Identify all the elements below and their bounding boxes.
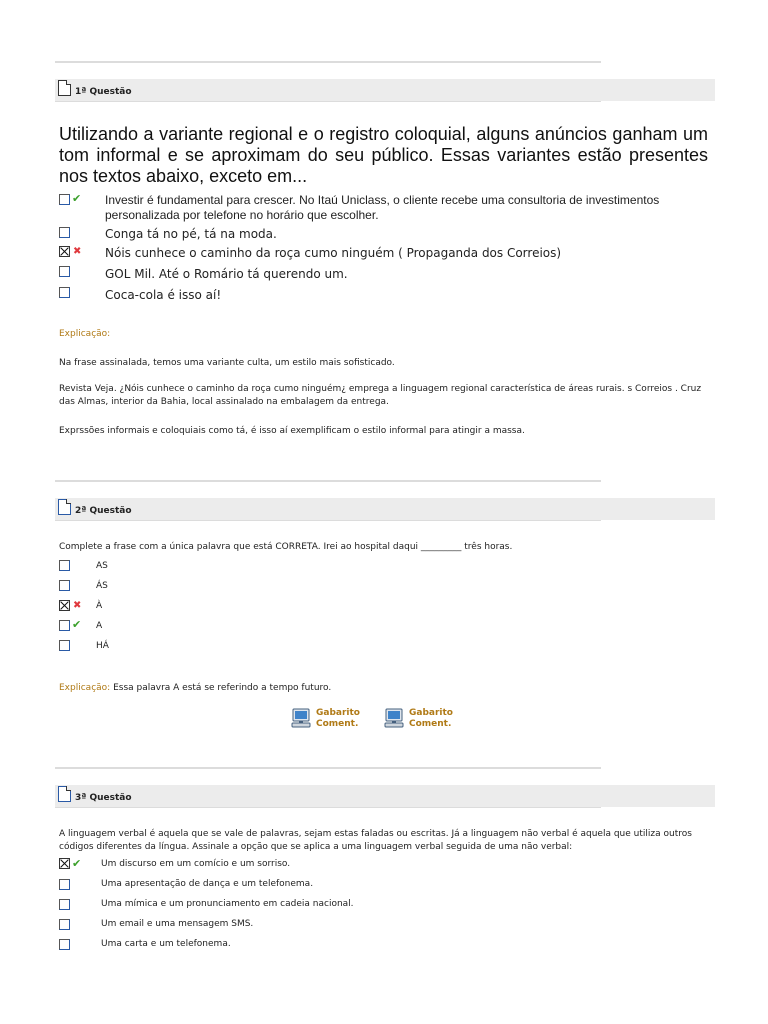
option-text: AS: [96, 561, 108, 571]
gabarito-label: Gabarito Coment.: [316, 708, 360, 729]
checkbox[interactable]: [59, 194, 70, 205]
divider: [55, 767, 601, 769]
checkbox[interactable]: [59, 287, 70, 298]
option-text: A: [96, 621, 103, 631]
question-1-title: 1ª Questão: [75, 87, 132, 97]
question-3-statement: A linguagem verbal é aquela que se vale de palavras, sejam estas faladas ou escritas. Já a linguagem não verbal é aquela que utiliza outros códigos diferentes da língua. Assinale a opção que se aplica a uma linguagem verbal seguida de uma não verbal:: [59, 829, 692, 852]
explanation-line: Exprssões informais e coloquiais como tá, é isso aí exemplificam o estilo informal para atingir a massa.: [59, 426, 525, 436]
divider: [55, 480, 601, 482]
option-text: Um discurso em um comício e um sorriso.: [101, 859, 291, 869]
checkbox[interactable]: [59, 580, 70, 591]
wrong-x-icon: ✖: [73, 246, 82, 257]
checkbox[interactable]: [59, 227, 70, 238]
option-text: Coca-cola é isso aí!: [105, 288, 222, 302]
explanation-line: Na frase assinalada, temos uma variante culta, um estilo mais sofisticado.: [59, 358, 395, 368]
option-text: Uma mímica e um pronunciamento em cadeia nacional.: [101, 899, 354, 909]
divider: [55, 61, 601, 63]
question-2-statement: Complete a frase com a única palavra que está CORRETA. Irei ao hospital daqui _________ três horas.: [59, 542, 513, 552]
wrong-x-icon: ✖: [73, 600, 82, 611]
option-text: Uma apresentação de dança e um telefonema.: [101, 879, 314, 889]
option-text: À: [96, 601, 103, 611]
explanation-label: Explicação:: [59, 683, 111, 693]
checked-checkbox[interactable]: [59, 246, 70, 257]
correct-check-icon: ✔: [72, 857, 82, 870]
question-3-header: [55, 785, 715, 807]
explanation-label: Explicação:: [59, 329, 111, 339]
option-text: Investir é fundamental para crescer. No Itaú Uniclass, o cliente recebe uma consultoria de investimentos personalizada por telefone no horário que escolher.: [105, 193, 660, 222]
option-text: Uma carta e um telefonema.: [101, 939, 231, 949]
header-underline: [55, 101, 601, 102]
checked-checkbox[interactable]: [59, 600, 70, 611]
question-1-statement: Utilizando a variante regional e o registro coloquial, alguns anúncios ganham um tom informal e se aproximam do seu público. Essas variantes estão presentes nos textos abaixo, exceto em...: [59, 124, 708, 186]
checkbox[interactable]: [59, 939, 70, 950]
gabarito-label: Gabarito Coment.: [409, 708, 453, 729]
option-text: HÁ: [96, 641, 109, 651]
document-icon: [58, 786, 71, 802]
checked-checkbox[interactable]: [59, 858, 70, 869]
header-underline: [55, 807, 601, 808]
option-text: ÁS: [96, 581, 108, 591]
option-text: GOL Mil. Até o Romário tá querendo um.: [105, 267, 348, 281]
option-text: Um email e uma mensagem SMS.: [101, 919, 254, 929]
explanation-line: Revista Veja. ¿Nóis cunhece o caminho da roça cumo ninguém¿ emprega a linguagem regional característica de áreas rurais. s Correios . Cruz das Almas, interior da Bahia, local assinalado na embalagem da entrega.: [59, 384, 702, 407]
question-1-header: [55, 79, 715, 101]
question-3-title: 3ª Questão: [75, 793, 132, 803]
header-underline: [55, 520, 601, 521]
monitor-icon: [384, 707, 406, 729]
question-2-explanation: [59, 682, 331, 695]
checkbox[interactable]: [59, 640, 70, 651]
option-text: Conga tá no pé, tá na moda.: [105, 227, 277, 241]
checkbox[interactable]: [59, 919, 70, 930]
option-text: Nóis cunhece o caminho da roça cumo ninguém ( Propaganda dos Correios): [105, 246, 562, 260]
checkbox[interactable]: [59, 266, 70, 277]
question-2-title: 2ª Questão: [75, 506, 132, 516]
document-icon: [58, 80, 71, 96]
checkbox[interactable]: [59, 560, 70, 571]
checkbox[interactable]: [59, 620, 70, 631]
monitor-icon: [291, 707, 313, 729]
checkbox[interactable]: [59, 899, 70, 910]
question-2-header: [55, 498, 715, 520]
correct-check-icon: ✔: [72, 192, 82, 205]
checkbox[interactable]: [59, 879, 70, 890]
document-icon: [58, 499, 71, 515]
correct-check-icon: ✔: [72, 618, 82, 631]
explanation-text: Essa palavra A está se referindo a tempo futuro.: [113, 683, 332, 693]
